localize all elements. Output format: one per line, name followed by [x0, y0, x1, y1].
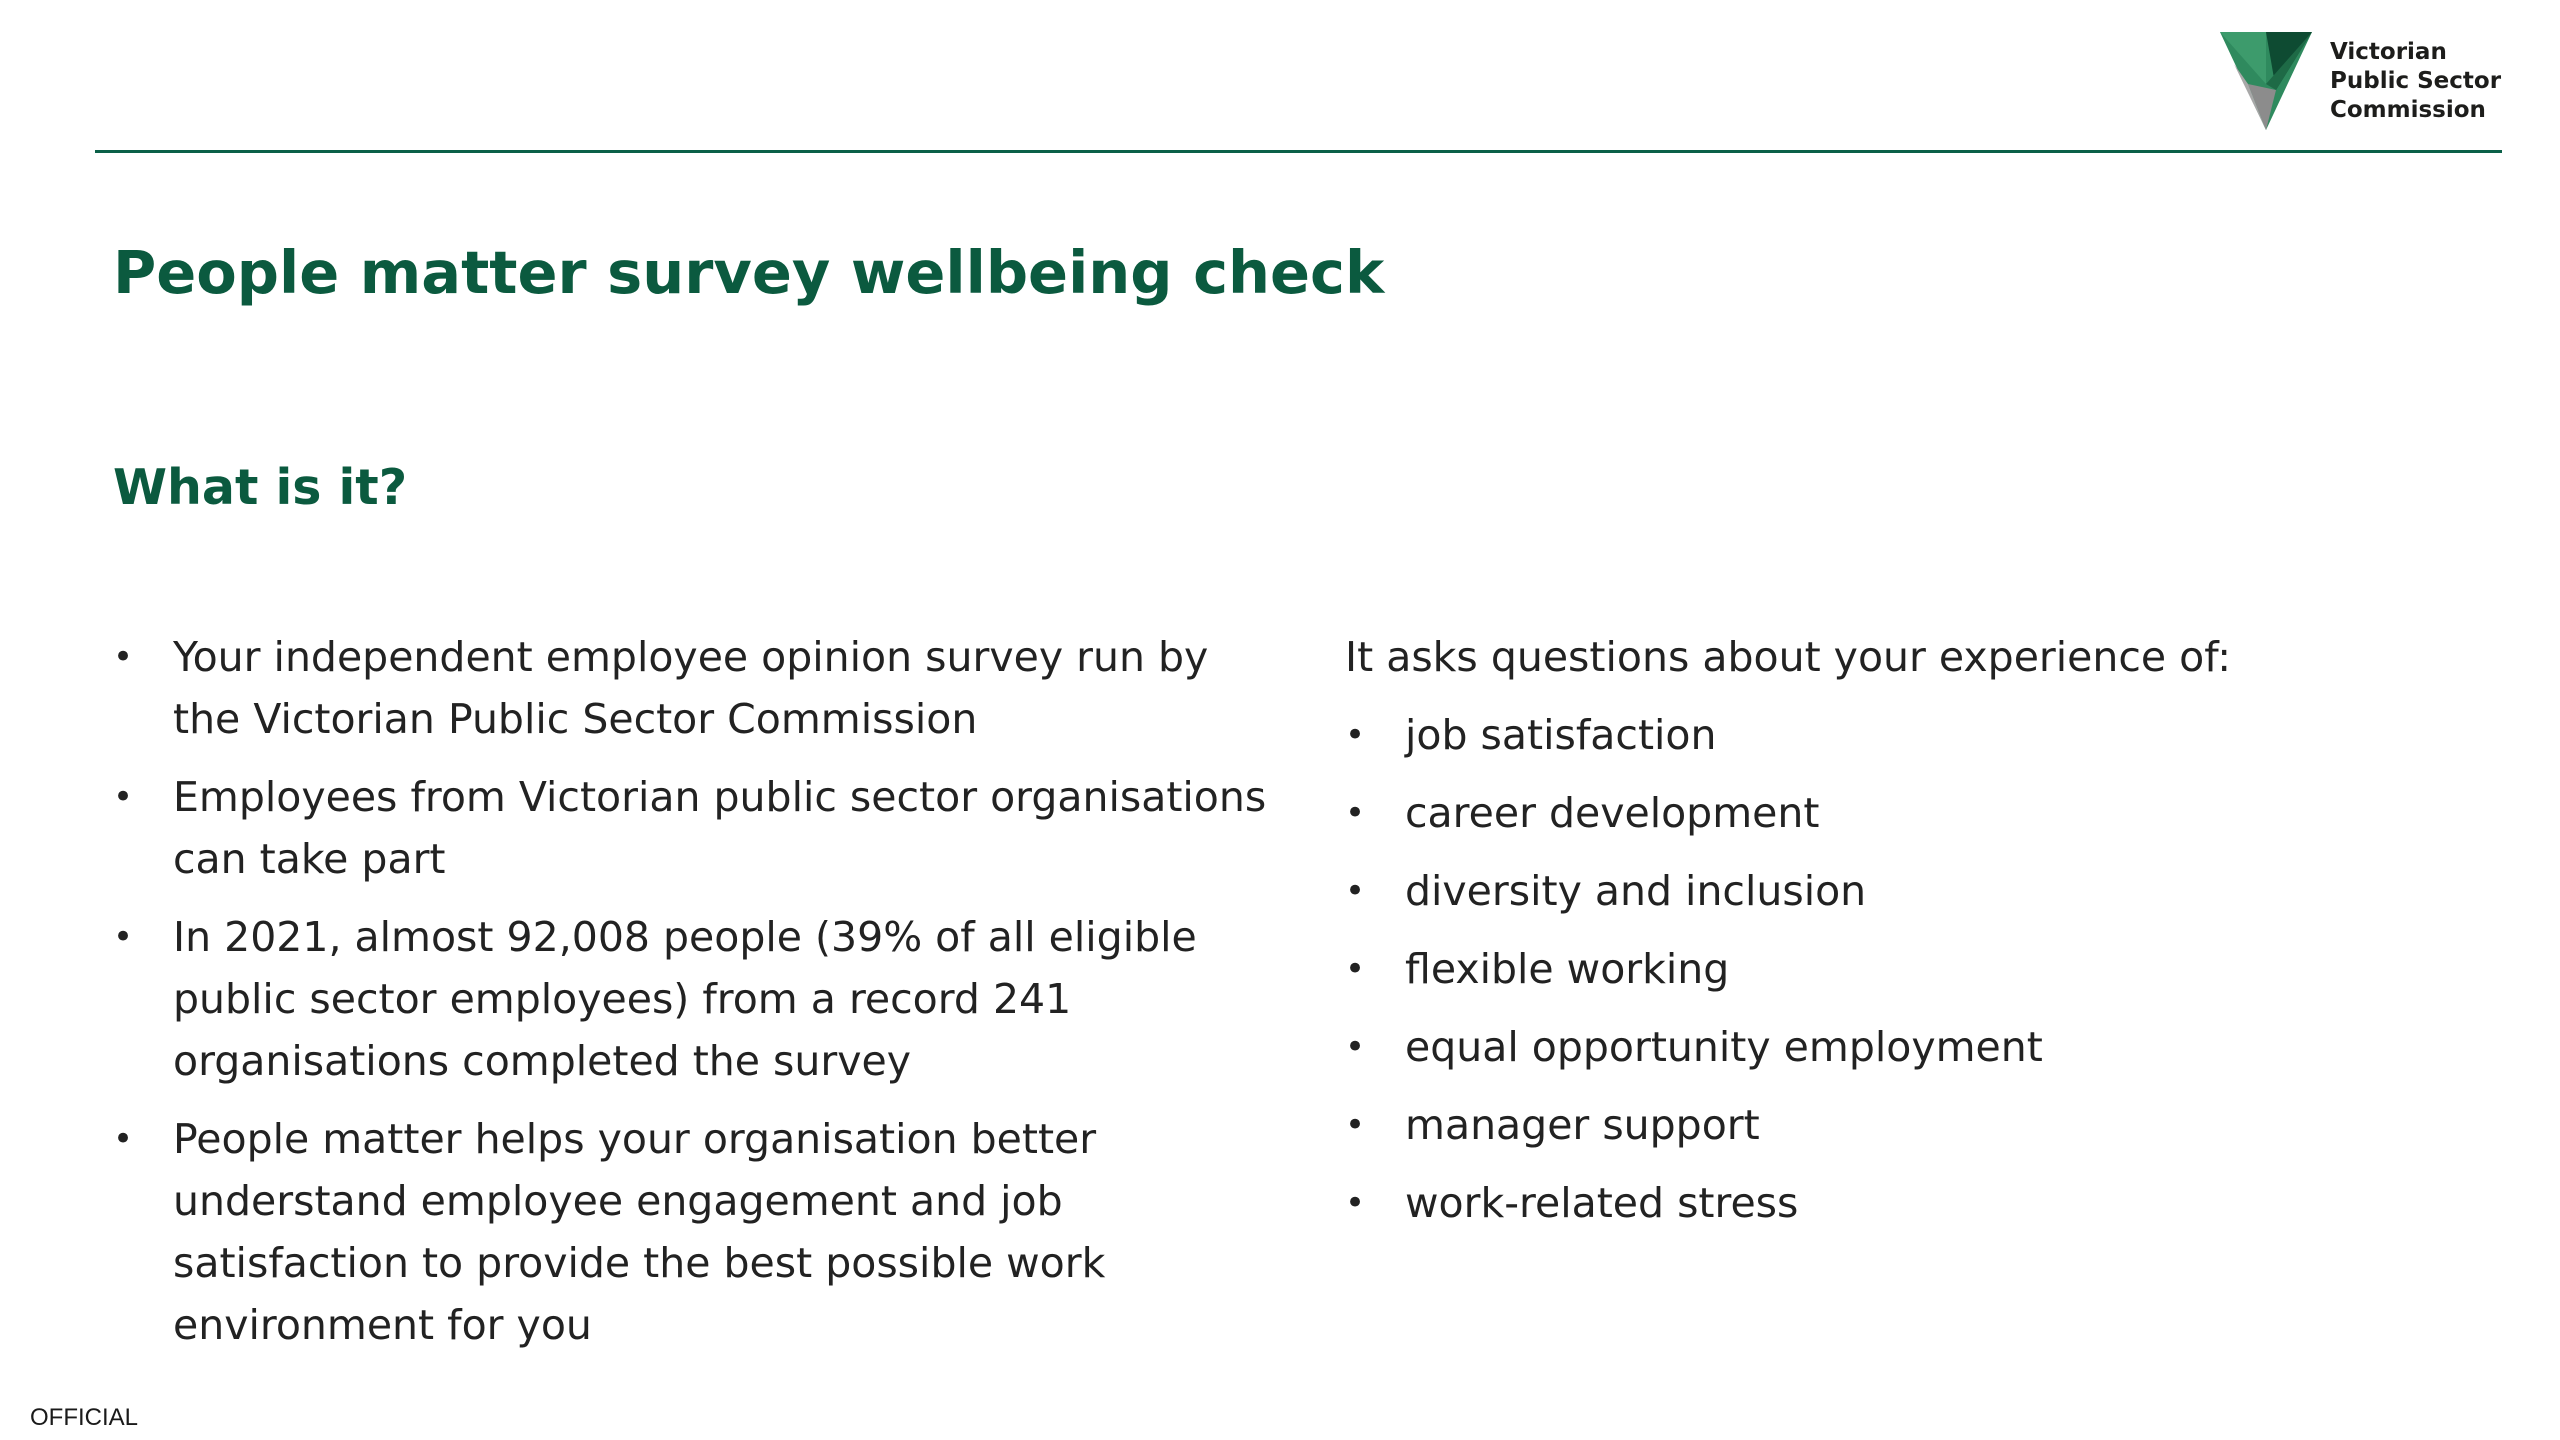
- list-item: [113, 1108, 1273, 1356]
- bullet-icon: •: [1345, 715, 1366, 755]
- bullet-text: Your independent employee opinion survey run by the Victorian Public Sector Commission: [173, 633, 1209, 743]
- topics-intro: It asks questions about your experience of:: [1345, 633, 2232, 681]
- bullet-icon: •: [113, 637, 134, 677]
- list-item: [1345, 1172, 2465, 1234]
- list-item: [1345, 782, 2465, 844]
- list-item: [1345, 704, 2465, 766]
- vpsc-logo-mark-icon: [2220, 32, 2312, 130]
- topic-text: work-related stress: [1405, 1179, 1799, 1227]
- left-column: [113, 626, 1273, 1372]
- right-column: [1345, 626, 2465, 1250]
- left-bullet-list: [113, 626, 1273, 1356]
- list-item: [113, 626, 1273, 750]
- vpsc-logo: [2220, 30, 2510, 135]
- list-item: [1345, 860, 2465, 922]
- bullet-icon: •: [113, 917, 134, 957]
- list-item: [1345, 1094, 2465, 1156]
- list-item: [1345, 938, 2465, 1000]
- bullet-icon: •: [1345, 949, 1366, 989]
- right-bullet-list: [1345, 704, 2465, 1234]
- section-heading: What is it?: [113, 459, 408, 516]
- topic-text: career development: [1405, 789, 1820, 837]
- bullet-icon: •: [113, 1119, 134, 1159]
- logo-line-2: Public Sector: [2330, 68, 2502, 94]
- list-item: [113, 766, 1273, 890]
- bullet-icon: •: [1345, 1183, 1366, 1223]
- bullet-text: People matter helps your organisation better understand employee engagement and job satisfaction to provide the best possible work environment for you: [173, 1115, 1106, 1349]
- bullet-icon: •: [1345, 1027, 1366, 1067]
- bullet-icon: •: [1345, 1105, 1366, 1145]
- topic-text: job satisfaction: [1405, 711, 1717, 759]
- topic-text: flexible working: [1405, 945, 1730, 993]
- bullet-icon: •: [1345, 793, 1366, 833]
- list-item: [1345, 1016, 2465, 1078]
- topic-text: equal opportunity employment: [1405, 1023, 2043, 1071]
- bullet-icon: •: [1345, 871, 1366, 911]
- list-item: [113, 906, 1273, 1092]
- classification-label: OFFICIAL: [30, 1404, 139, 1431]
- topic-text: diversity and inclusion: [1405, 867, 1867, 915]
- page-title: People matter survey wellbeing check: [113, 238, 1385, 307]
- logo-line-3: Commission: [2330, 97, 2486, 123]
- logo-wordmark: [2330, 38, 2501, 125]
- logo-line-1: Victorian: [2330, 39, 2447, 65]
- bullet-text: In 2021, almost 92,008 people (39% of all eligible public sector employees) from a record 241 organisations completed the survey: [173, 913, 1197, 1085]
- topic-text: manager support: [1405, 1101, 1760, 1149]
- bullet-text: Employees from Victorian public sector organisations can take part: [173, 773, 1267, 883]
- bullet-icon: •: [113, 777, 134, 817]
- header-divider: [95, 150, 2502, 153]
